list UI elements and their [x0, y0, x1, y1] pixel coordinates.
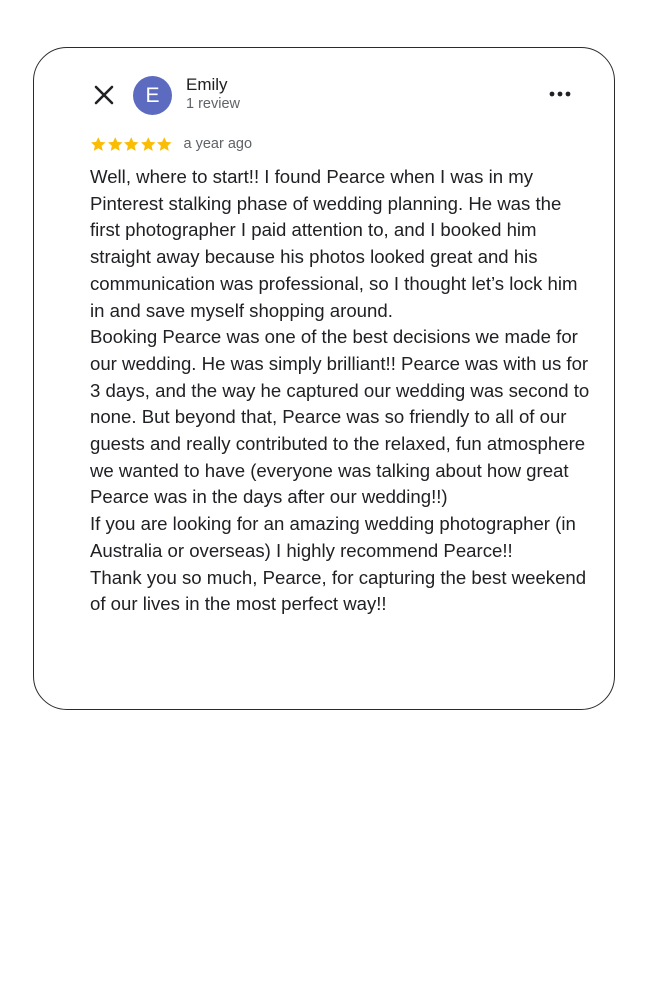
star-icon: [156, 136, 173, 153]
review-paragraph: Well, where to start!! I found Pearce when I was in my Pinterest stalking phase of wedding planning. He was the first photographer I paid attention to, and I booked him straight away because his photos looked great and his communication was professional, so I thought let’s lock him in and save myself shopping around.: [90, 166, 578, 321]
reviewer-name[interactable]: Emily: [186, 75, 228, 94]
more-horizontal-icon: [548, 84, 572, 104]
review-text: [90, 164, 590, 618]
review-card: [33, 47, 615, 710]
review-date: a year ago: [183, 136, 253, 152]
close-icon: [92, 83, 116, 107]
more-options-button[interactable]: [548, 84, 572, 104]
reviewer-review-count: 1 review: [186, 96, 240, 112]
star-rating: [90, 136, 173, 153]
rating-row: [90, 133, 252, 155]
review-paragraph: Thank you so much, Pearce, for capturing the best weekend of our lives in the most perfect way!!: [90, 566, 587, 615]
star-icon: [90, 136, 107, 153]
review-paragraph: Booking Pearce was one of the best decisions we made for our wedding. He was simply brilliant!! Pearce was with us for 3 days, and the way he captured our wedding was second to none. But beyond that, Pearce was so friendly to all of our guests and really contributed to the relaxed, fun atmosphere we wanted to have (everyone was talking about how great Pearce was in the days after our wedding!!): [90, 326, 590, 508]
star-icon: [123, 136, 140, 153]
review-paragraph: If you are looking for an amazing wedding photographer (in Australia or overseas) I highly recommend Pearce!!: [90, 513, 576, 561]
star-icon: [140, 136, 157, 153]
star-icon: [107, 136, 124, 153]
avatar[interactable]: [133, 76, 172, 115]
avatar-letter: E: [145, 83, 160, 107]
close-button[interactable]: [92, 83, 116, 107]
